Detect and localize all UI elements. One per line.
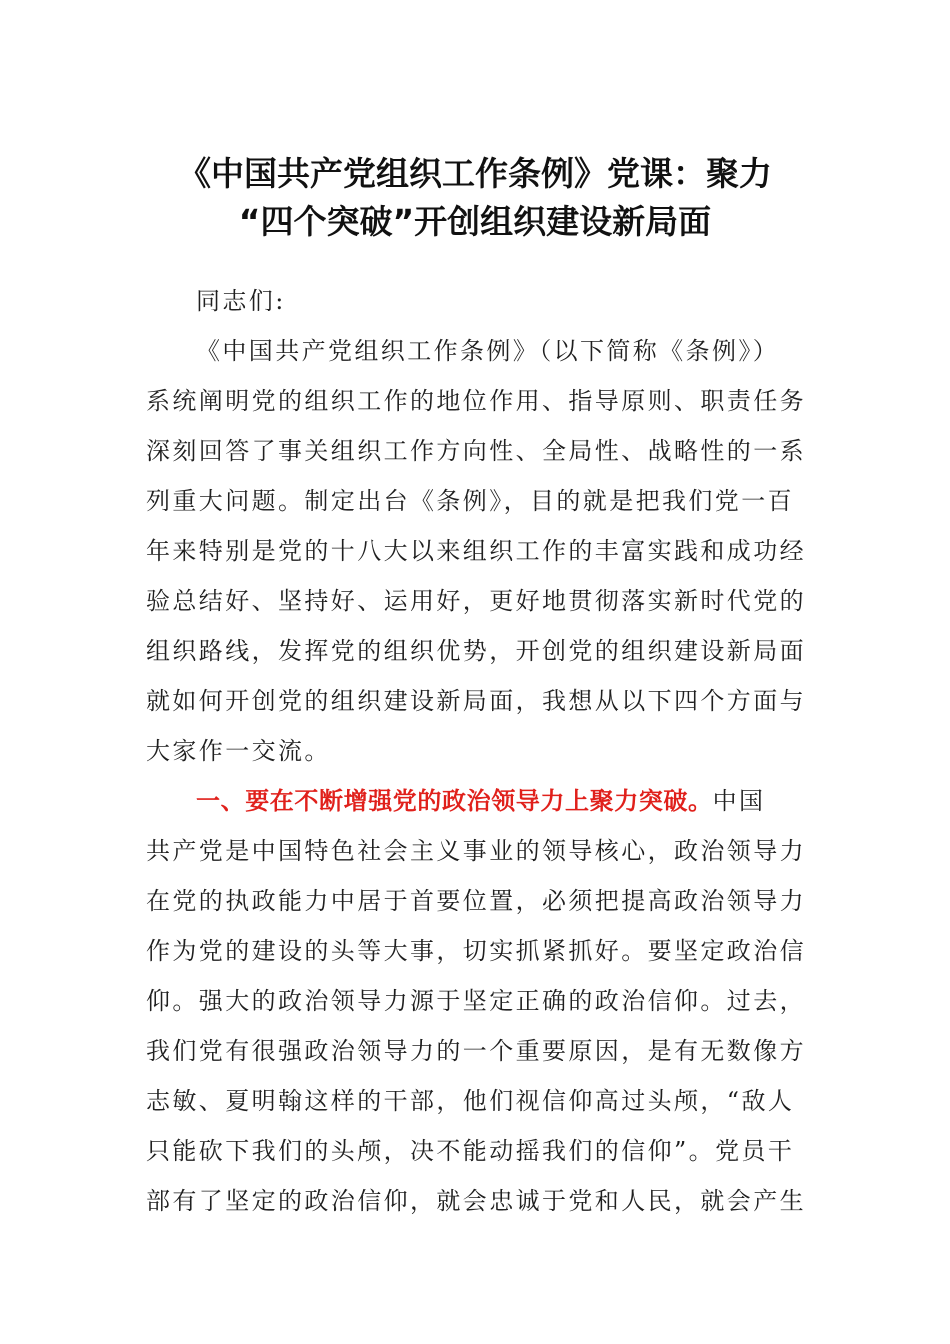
section-1-heading: 一、要在不断增强党的政治领导力上聚力突破。 bbox=[196, 787, 713, 815]
section-1-line: 共产党是中国特色社会主义事业的领导核心，政治领导力 bbox=[146, 837, 806, 865]
section-1-line: 只能砍下我们的头颅，决不能动摇我们的信仰”。党员干 bbox=[146, 1137, 795, 1165]
section-1-line: 作为党的建设的头等大事，切实抓紧抓好。要坚定政治信 bbox=[146, 937, 806, 965]
intro-line: 大家作一交流。 bbox=[146, 737, 331, 765]
intro-line: 就如何开创党的组织建设新局面，我想从以下四个方面与 bbox=[146, 687, 806, 715]
intro-line: 组织路线，发挥党的组织优势，开创党的组织建设新局面 bbox=[146, 637, 806, 665]
section-1-line: 仰。强大的政治领导力源于坚定正确的政治信仰。过去， bbox=[146, 987, 806, 1015]
salutation: 同志们: bbox=[196, 287, 286, 315]
intro-line: 列重大问题。制定出台《条例》，目的就是把我们党一百 bbox=[146, 487, 794, 515]
intro-line: 《中国共产党组织工作条例》（以下简称《条例》） bbox=[196, 337, 780, 365]
section-1-line: 在党的执政能力中居于首要位置，必须把提高政治领导力 bbox=[146, 887, 806, 915]
section-1-line: 部有了坚定的政治信仰，就会忠诚于党和人民，就会产生 bbox=[146, 1187, 806, 1215]
intro-line: 深刻回答了事关组织工作方向性、全局性、战略性的一系 bbox=[146, 437, 806, 465]
section-1-line: 志敏、夏明翰这样的干部，他们视信仰高过头颅，“敌人 bbox=[146, 1087, 795, 1115]
intro-line: 系统阐明党的组织工作的地位作用、指导原则、职责任务 bbox=[146, 387, 806, 415]
document-title-line-2: “四个突破”开创组织建设新局面 bbox=[238, 202, 712, 241]
section-1-first-line bbox=[196, 784, 806, 818]
document-title-line-1: 《中国共产党组织工作条例》党课：聚力 bbox=[178, 154, 772, 193]
intro-line: 年来特别是党的十八大以来组织工作的丰富实践和成功经 bbox=[146, 537, 806, 565]
intro-line: 验总结好、坚持好、运用好，更好地贯彻落实新时代党的 bbox=[146, 587, 806, 615]
section-1-line: 我们党有很强政治领导力的一个重要原因，是有无数像方 bbox=[146, 1037, 806, 1065]
section-1-first-tail: 中国 bbox=[712, 787, 766, 815]
